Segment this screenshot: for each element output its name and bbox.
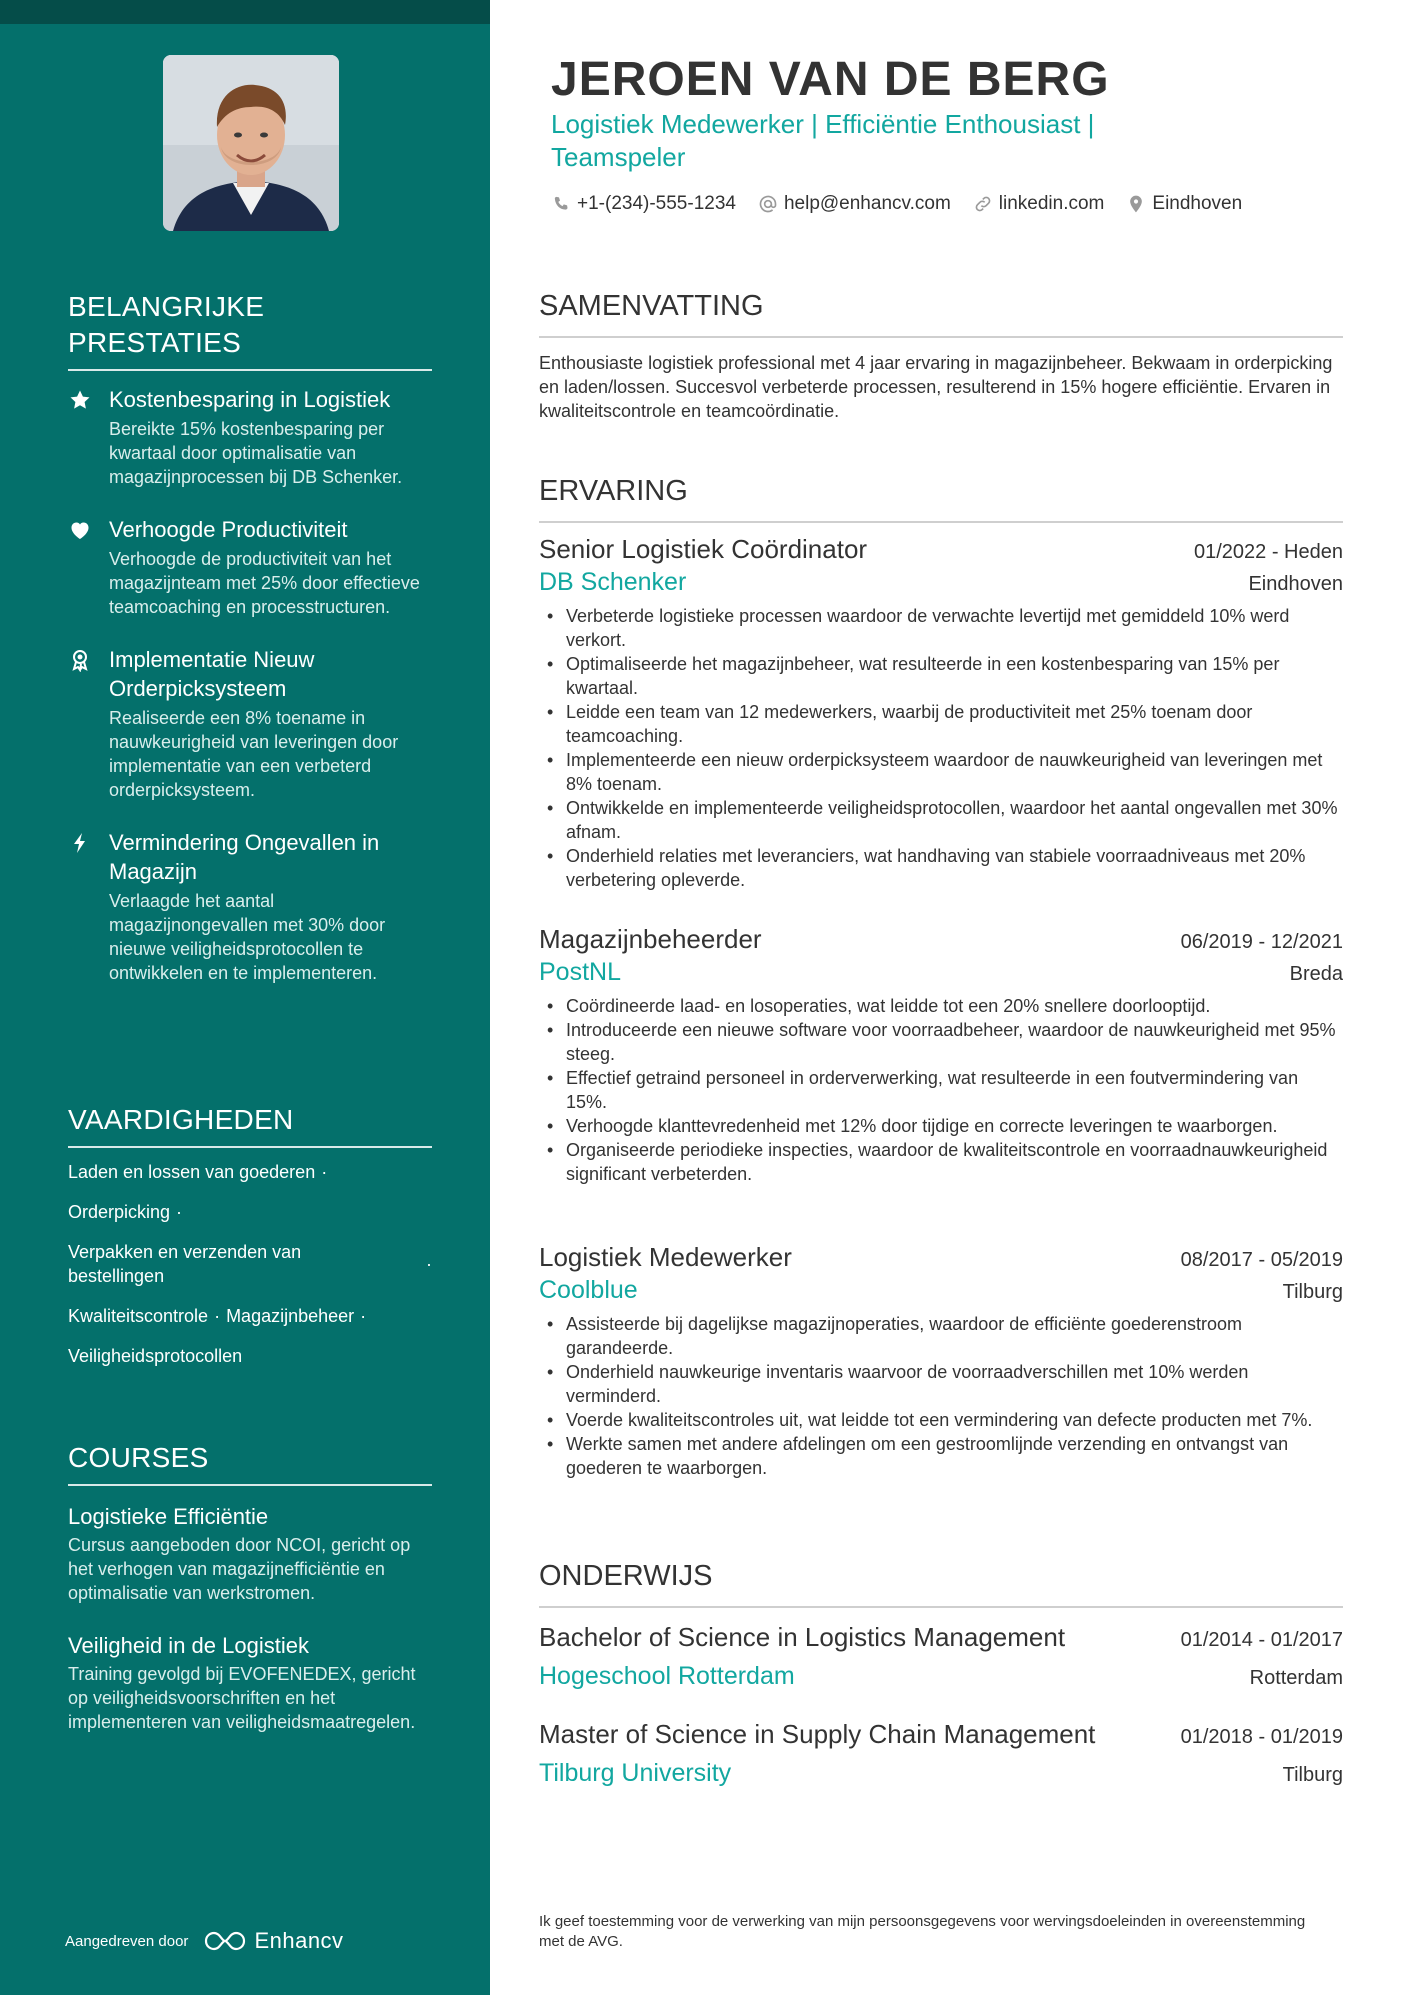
skill-item: Veiligheidsprotocollen	[68, 1346, 243, 1366]
skills-heading: VAARDIGHEDEN	[68, 1102, 432, 1148]
job-bullet: • Ontwikkelde en implementeerde veiligheidsprotocollen, waardoor het aantal ongevallen met 30% afnam.	[539, 796, 1343, 844]
powered-by	[65, 1928, 344, 1954]
sidebar-top-bar	[0, 0, 490, 24]
powered-by-label: Aangedreven door	[65, 1932, 189, 1950]
job-bullet: • Onderhield relaties met leveranciers, wat handhaving van stabiele voorraadniveaus met 20% verbetering opleverde.	[539, 844, 1343, 892]
summary-heading: SAMENVATTING	[539, 288, 1343, 338]
courses-section	[68, 1440, 432, 1760]
job-bullet: • Introduceerde een nieuwe software voor voorraadbeheer, waardoor de nauwkeurigheid met 95% steeg.	[539, 1018, 1343, 1066]
skill-separator: ·	[176, 1202, 183, 1222]
at-icon	[758, 194, 778, 214]
job-bullet: • Implementeerde een nieuw orderpicksysteem waardoor de nauwkeurigheid van leveringen met 8% toenam.	[539, 748, 1343, 796]
award-icon	[68, 648, 92, 672]
education-entry	[539, 1620, 1343, 1692]
skill-item: Kwaliteitscontrole	[68, 1306, 209, 1326]
job-date: 06/2019 - 12/2021	[1180, 931, 1343, 953]
sidebar	[0, 0, 490, 1995]
job-bullet: • Organiseerde periodieke inspecties, waardoor de kwaliteitscontrole en voorraadnauwkeurigheid significant verbeterden.	[539, 1138, 1343, 1186]
job-bullets	[539, 1312, 1343, 1480]
link-icon	[973, 194, 993, 214]
contact-email[interactable]	[758, 193, 951, 215]
job-bullets	[539, 604, 1343, 892]
contact-location	[1126, 193, 1242, 215]
achievement-description: Verlaagde het aantal magazijnongevallen met 30% door nieuwe veiligheidsprotocollen te ontwikkelen en te implementeren.	[109, 891, 386, 983]
achievement-item	[68, 828, 432, 985]
job-bullet: • Verhoogde klanttevredenheid met 12% door tijdige en correcte leveringen te waarborgen.	[539, 1114, 1343, 1138]
achievement-title: Vermindering Ongevallen in Magazijn	[109, 830, 380, 884]
job-title: Magazijnbeheerder	[539, 924, 762, 954]
job-location: Eindhoven	[1248, 573, 1343, 595]
skill-item: Laden en lossen van goederen	[68, 1162, 316, 1182]
job-bullets	[539, 994, 1343, 1186]
skill-separator: ·	[214, 1306, 221, 1326]
candidate-subtitle: Logistiek Medewerker | Efficiëntie Enthousiast | Teamspeler	[551, 109, 1095, 172]
company-name[interactable]: PostNL	[539, 958, 621, 986]
star-icon	[68, 388, 92, 412]
job-bullet: • Coördineerde laad- en losoperaties, wat leidde tot een 20% snellere doorlooptijd.	[539, 994, 1343, 1018]
job-entry	[539, 532, 1343, 892]
skill-separator: ·	[360, 1306, 367, 1326]
achievements-section	[68, 289, 432, 1011]
job-bullet: • Leidde een team van 12 medewerkers, waarbij de productiviteit met 25% toenam door teamcoaching.	[539, 700, 1343, 748]
job-date: 01/2022 - Heden	[1193, 541, 1343, 563]
skill-row	[68, 1240, 432, 1288]
course-description: Training gevolgd bij EVOFENEDEX, gericht op veiligheidsvoorschriften en het implementeren van veiligheidsmaatregelen.	[68, 1664, 416, 1732]
job-bullet: • Onderhield nauwkeurige inventaris waarvoor de voorraadverschillen met 10% werden verminderd.	[539, 1360, 1343, 1408]
achievement-item	[68, 385, 432, 489]
degree-title: Bachelor of Science in Logistics Management	[539, 1622, 1066, 1652]
achievement-title: Kostenbesparing in Logistiek	[109, 387, 391, 412]
skill-separator: ·	[321, 1162, 328, 1182]
achievement-item	[68, 645, 432, 802]
summary-text: Enthousiaste logistiek professional met 4 jaar ervaring in magazijnbeheer. Bekwaam in orderpicking en laden/lossen. Succesvol verbeterde processen, resulterend in 15% hogere efficiëntie. Ervaren in kwaliteitscontrole en teamcoördinatie.	[539, 353, 1333, 421]
achievement-description: Realiseerde een 8% toename in nauwkeurigheid van leveringen door implementatie van een verbeterd orderpicksysteem.	[109, 708, 399, 800]
job-title: Senior Logistiek Coördinator	[539, 534, 868, 564]
heart-icon	[68, 518, 92, 542]
skill-row	[68, 1160, 432, 1184]
skill-item: Verpakken en verzenden van bestellingen	[68, 1242, 302, 1286]
education-date: 01/2018 - 01/2019	[1180, 1726, 1343, 1748]
candidate-name: JEROEN VAN DE BERG	[551, 53, 1110, 106]
job-bullet: • Voerde kwaliteitscontroles uit, wat leidde tot een vermindering van defecte producten met 7%.	[539, 1408, 1343, 1432]
course-title: Veiligheid in de Logistiek	[68, 1633, 309, 1658]
job-entry	[539, 1240, 1343, 1480]
skill-row	[68, 1304, 432, 1328]
skill-item: Orderpicking	[68, 1202, 171, 1222]
job-bullet: • Assisteerde bij dagelijkse magazijnoperaties, waardoor de efficiënte goederenstroom garandeerde.	[539, 1312, 1343, 1360]
phone-icon	[551, 194, 571, 214]
profile-photo	[163, 55, 339, 231]
job-location: Breda	[1289, 963, 1343, 985]
achievement-title: Implementatie Nieuw Orderpicksysteem	[109, 647, 315, 701]
lightning-icon	[68, 831, 92, 855]
achievement-item	[68, 515, 432, 619]
contact-phone[interactable]	[551, 193, 736, 215]
enhancv-logo-text: Enhancv	[254, 1928, 344, 1953]
achievement-description: Bereikte 15% kostenbesparing per kwartaal door optimalisatie van magazijnprocessen bij DB Schenker.	[109, 419, 403, 487]
company-name[interactable]: Coolblue	[539, 1276, 638, 1304]
achievements-heading: BELANGRIJKE PRESTATIES	[68, 289, 432, 371]
consent-note: Ik geef toestemming voor de verwerking van mijn persoonsgegevens voor wervingsdoeleinden in overeenstemming met de AVG.	[539, 1913, 1306, 1950]
job-location: Tilburg	[1282, 1281, 1343, 1303]
contact-email-text: help@enhancv.com	[783, 193, 951, 214]
courses-heading: COURSES	[68, 1440, 432, 1486]
education-location: Tilburg	[1282, 1764, 1343, 1786]
job-date: 08/2017 - 05/2019	[1180, 1249, 1343, 1271]
contact-linkedin[interactable]	[973, 193, 1105, 215]
course-title: Logistieke Efficiëntie	[68, 1504, 269, 1529]
location-pin-icon	[1126, 194, 1146, 214]
job-bullet: • Verbeterde logistieke processen waardoor de verwachte levertijd met gemiddeld 10% werd verkort.	[539, 604, 1343, 652]
enhancv-logo-icon	[202, 1929, 248, 1953]
job-title: Logistiek Medewerker	[539, 1242, 792, 1272]
contact-location-text: Eindhoven	[1152, 193, 1243, 214]
achievement-title: Verhoogde Productiviteit	[109, 517, 348, 542]
contact-linkedin-text: linkedin.com	[998, 193, 1105, 214]
skill-separator: ·	[426, 1254, 432, 1274]
job-bullet: • Effectief getraind personeel in orderverwerking, wat resulteerde in een foutvermindering van 15%.	[539, 1066, 1343, 1114]
education-date: 01/2014 - 01/2017	[1180, 1629, 1343, 1651]
course-item	[68, 1631, 432, 1734]
course-item	[68, 1502, 432, 1605]
course-description: Cursus aangeboden door NCOI, gericht op het verhogen van magazijnefficiëntie en optimalisatie van werkstromen.	[68, 1535, 411, 1603]
skill-row	[68, 1344, 432, 1368]
education-location: Rotterdam	[1249, 1667, 1343, 1689]
achievement-description: Verhoogde de productiviteit van het magazijnteam met 25% door effectieve teamcoaching en processtructuren.	[109, 549, 420, 617]
skills-section	[68, 1102, 432, 1384]
degree-title: Master of Science in Supply Chain Management	[539, 1719, 1096, 1749]
contact-phone-text: +1-(234)-555-1234	[577, 193, 736, 214]
school-name[interactable]: Tilburg University	[539, 1759, 732, 1787]
education-heading: ONDERWIJS	[539, 1558, 1343, 1608]
job-bullet: • Optimaliseerde het magazijnbeheer, wat resulteerde in een kostenbesparing van 15% per kwartaal.	[539, 652, 1343, 700]
experience-heading: ERVARING	[539, 473, 1343, 523]
skill-item: Magazijnbeheer	[226, 1306, 355, 1326]
contact-bar	[551, 193, 1264, 215]
job-bullet: • Werkte samen met andere afdelingen om een gestroomlijnde verzending en ontvangst van goederen te waarborgen.	[539, 1432, 1343, 1480]
enhancv-logo[interactable]	[202, 1928, 343, 1954]
company-name[interactable]: DB Schenker	[539, 568, 687, 596]
school-name[interactable]: Hogeschool Rotterdam	[539, 1662, 795, 1690]
skill-row	[68, 1200, 432, 1224]
education-entry	[539, 1717, 1343, 1789]
job-entry	[539, 922, 1343, 1186]
